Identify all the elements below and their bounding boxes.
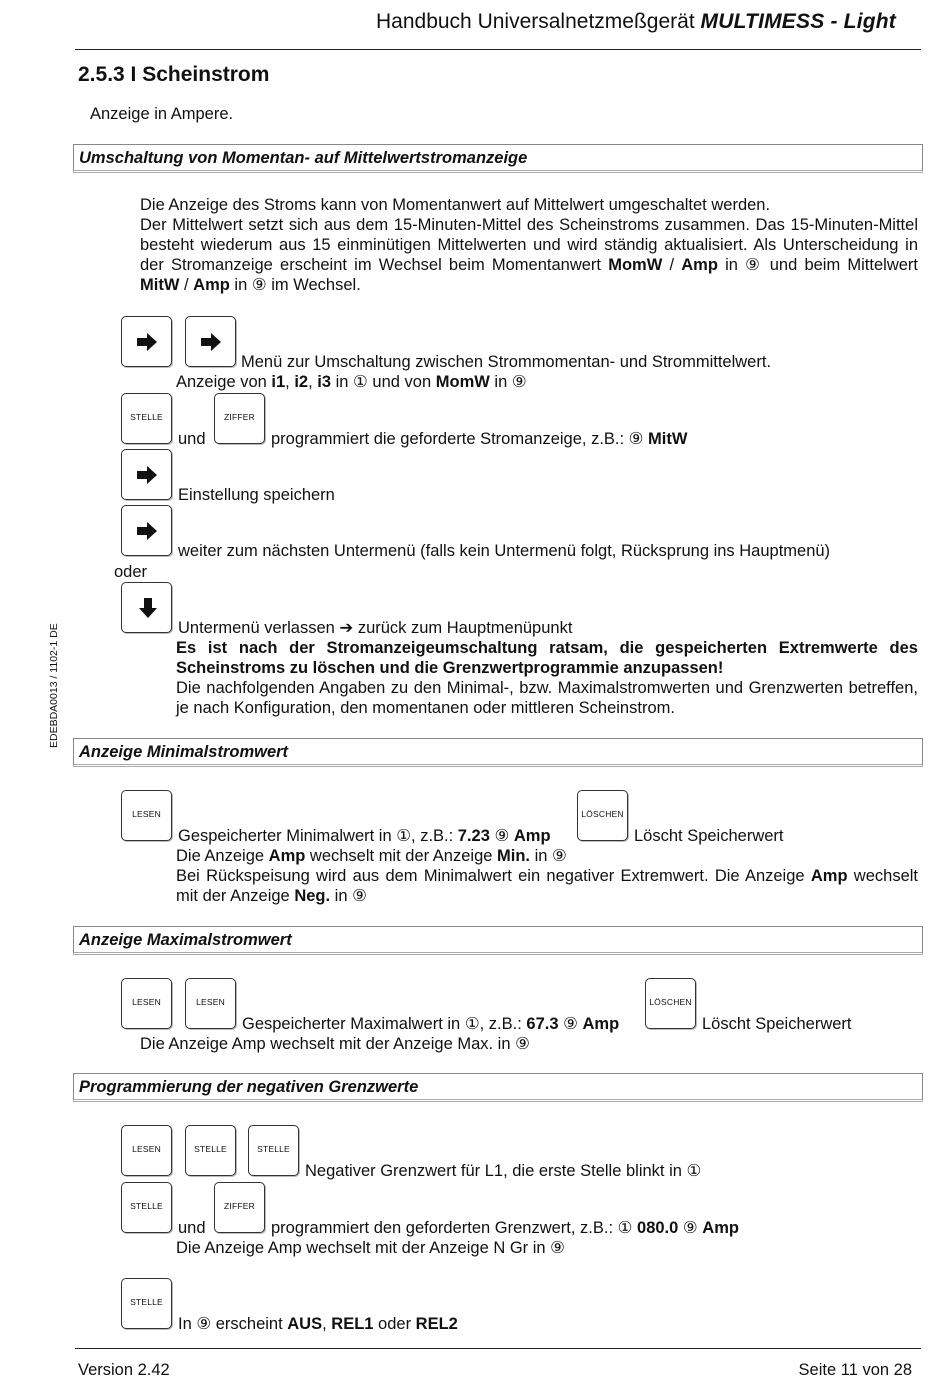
loeschen-key[interactable]: LÖSCHEN [577, 790, 628, 841]
step-display-text: Anzeige von i1, i2, i3 in ① und von MomW in ⑨ [176, 373, 527, 391]
arrow-down-key[interactable] [121, 582, 172, 633]
section-heading: 2.5.3 I Scheinstrom [78, 63, 270, 86]
heading-minimal: Anzeige Minimalstromwert [73, 738, 923, 767]
arrow-right-key[interactable] [185, 316, 236, 367]
loeschen-key[interactable]: LÖSCHEN [645, 978, 696, 1029]
heading-negativ: Programmierung der negativen Grenzwerte [73, 1073, 923, 1102]
negativ-line1: Negativer Grenzwert für L1, die erste Stelle blinkt in ① [305, 1162, 702, 1180]
minimal-line2: Die Anzeige Amp wechselt mit der Anzeige Min. in ⑨ [176, 847, 567, 865]
arrow-right-key[interactable] [121, 449, 172, 500]
stelle-key[interactable]: STELLE [185, 1125, 236, 1176]
und-text: und [178, 430, 206, 448]
negativ-line4: In ⑨ erscheint AUS, REL1 oder REL2 [178, 1315, 458, 1333]
minimal-line1: Gespeicherter Minimalwert in ①, z.B.: 7.23 ⑨ Amp [178, 827, 551, 845]
und-text: und [178, 1219, 206, 1237]
warning-text: Es ist nach der Stromanzeigeumschaltung ratsam, die gespeicherten Extremwerte des Scheinstroms zu löschen und die Grenzwertprogrammie anzupassen! [176, 639, 918, 677]
intro-text: Anzeige in Ampere. [90, 105, 234, 123]
header-rule [75, 49, 921, 50]
step-save-text: Einstellung speichern [178, 486, 335, 504]
minimal-clear-text: Löscht Speicherwert [634, 827, 784, 845]
step-exit-text: Untermenü verlassen ➔ zurück zum Hauptmenüpunkt [178, 619, 573, 637]
umschaltung-p1: Die Anzeige des Stroms kann von Momentanwert auf Mittelwert umgeschaltet werden. [140, 196, 771, 214]
arrow-right-key[interactable] [121, 316, 172, 367]
step-next-text: weiter zum nächsten Untermenü (falls kein Untermenü folgt, Rücksprung ins Hauptmenü) [178, 542, 831, 560]
footer-page: Seite 11 von 28 [798, 1361, 912, 1379]
arrow-right-icon [136, 464, 158, 486]
arrow-right-icon [136, 331, 158, 353]
lesen-key[interactable]: LESEN [185, 978, 236, 1029]
side-document-code: EDEBDA0013 / 1102-1 DE [48, 623, 60, 748]
minimal-line3: Bei Rückspeisung wird aus dem Minimalwert ein negativer Extremwert. Die Anzeige Amp wechselt mit der Anzeige Neg. in ⑨ [176, 867, 919, 905]
maximal-clear-text: Löscht Speicherwert [702, 1015, 852, 1033]
footer-version: Version 2.42 [78, 1361, 170, 1379]
arrow-right-key[interactable] [121, 505, 172, 556]
lesen-key[interactable]: LESEN [121, 1125, 172, 1176]
umschaltung-p2: Der Mittelwert setzt sich aus dem 15-Minuten-Mittel des Scheinstroms zusammen. Das 15-Minuten-Mittel besteht wiederum aus 15 einminütigen Mittelwerten und wird ständig aktualisiert. Als Unterscheidung in der Stromanzeige erscheint im Wechsel beim Momentanwert MomW / Amp in ⑨ und beim Mittelwert MitW / Amp in ⑨ im Wechsel. [140, 216, 918, 294]
stelle-key[interactable]: STELLE [121, 393, 172, 444]
negativ-line2: programmiert den geforderten Grenzwert, z.B.: ① 080.0 ⑨ Amp [271, 1219, 739, 1237]
step-program-text: programmiert die geforderte Stromanzeige, z.B.: ⑨ MitW [271, 430, 688, 448]
header-title: Handbuch Universalnetzmeßgerät MULTIMESS - Light [376, 10, 896, 33]
step-menu-text: Menü zur Umschaltung zwischen Strommomentan- und Strommittelwert. [241, 353, 772, 371]
stelle-key[interactable]: STELLE [121, 1182, 172, 1233]
stelle-key[interactable]: STELLE [248, 1125, 299, 1176]
arrow-right-icon [200, 331, 222, 353]
oder-text: oder [114, 563, 148, 581]
product-name: MULTIMESS - Light [700, 10, 896, 33]
maximal-line1: Gespeicherter Maximalwert in ①, z.B.: 67.3 ⑨ Amp [242, 1015, 620, 1033]
negativ-line3: Die Anzeige Amp wechselt mit der Anzeige N Gr in ⑨ [176, 1239, 565, 1257]
lesen-key[interactable]: LESEN [121, 790, 172, 841]
footer-rule [75, 1348, 921, 1349]
lesen-key[interactable]: LESEN [121, 978, 172, 1029]
stelle-key[interactable]: STELLE [121, 1278, 172, 1329]
note-text: Die nachfolgenden Angaben zu den Minimal-, bzw. Maximalstromwerten und Grenzwerten betreffen, je nach Konfiguration, den momentanen oder mittleren Scheinstrom. [176, 679, 918, 717]
heading-maximal: Anzeige Maximalstromwert [73, 926, 923, 955]
ziffer-key[interactable]: ZIFFER [214, 1182, 265, 1233]
heading-umschaltung: Umschaltung von Momentan- auf Mittelwertstromanzeige [73, 144, 923, 173]
maximal-line2: Die Anzeige Amp wechselt mit der Anzeige Max. in ⑨ [140, 1035, 530, 1053]
arrow-right-icon [136, 520, 158, 542]
arrow-down-icon [137, 597, 159, 619]
ziffer-key[interactable]: ZIFFER [214, 393, 265, 444]
